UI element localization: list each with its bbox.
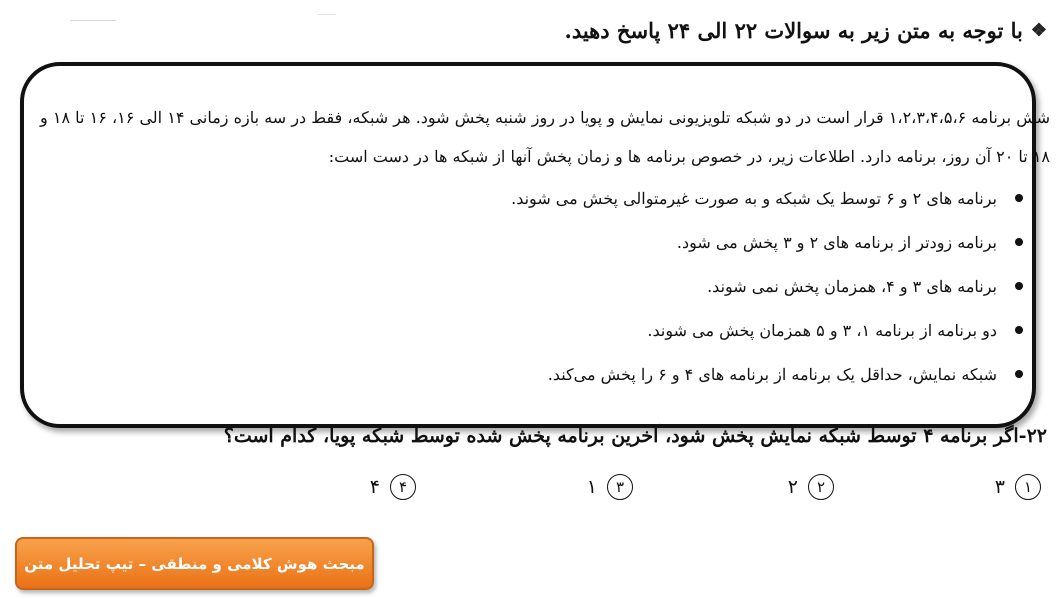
condition-item: [40, 220, 1050, 264]
condition-text: برنامه های ۳ و ۴، همزمان پخش نمی شوند.: [707, 276, 997, 296]
option-value: ۲: [787, 476, 798, 498]
instruction-heading: [565, 18, 1047, 43]
option-number-circle: ۱: [1015, 474, 1041, 500]
bullet-icon: [1015, 282, 1023, 290]
condition-item: [40, 352, 1050, 396]
answer-option-3[interactable]: [587, 474, 633, 500]
option-number-circle: ۲: [808, 474, 834, 500]
option-number-circle: ۳: [607, 474, 633, 500]
bullet-icon: [1015, 326, 1023, 334]
condition-item: [40, 308, 1050, 352]
option-value: ۴: [369, 476, 380, 498]
decorative-line: [70, 20, 116, 21]
condition-text: دو برنامه از برنامه ۱، ۳ و ۵ همزمان پخش می شوند.: [647, 320, 997, 340]
category-tag-button[interactable]: مبحث هوش کلامی و منطقی – تیپ تحلیل متن: [15, 537, 374, 590]
condition-item: [40, 176, 1050, 220]
condition-item: [40, 264, 1050, 308]
condition-text: شبکه نمایش، حداقل یک برنامه از برنامه های ۴ و ۶ را پخش می‌کند.: [547, 364, 997, 384]
instruction-text: با توجه به متن زیر به سوالات ۲۲ الی ۲۴ پاسخ دهید.: [564, 18, 1023, 43]
condition-text: برنامه زودتر از برنامه های ۲ و ۳ پخش می شود.: [676, 232, 997, 252]
option-value: ۱: [586, 476, 597, 498]
bullet-icon: [1015, 370, 1023, 378]
answer-options: [0, 474, 1061, 506]
answer-option-1[interactable]: [995, 474, 1041, 500]
passage: [40, 98, 1050, 396]
bullet-icon: [1015, 238, 1023, 246]
diamond-bullet-icon: ❖: [1030, 20, 1047, 41]
condition-text: برنامه های ۲ و ۶ توسط یک شبکه و به صورت غیرمتوالی پخش می شوند.: [511, 188, 997, 208]
option-number-circle: ۴: [390, 474, 416, 500]
answer-option-4[interactable]: [370, 474, 416, 500]
passage-paragraph: شش برنامه ۱،۲،۳،۴،۵،۶ قرار است در دو شبکه تلویزیونی نمایش و پویا در روز شنبه پخش شود. هر شبکه، فقط در سه بازه زمانی ۱۴ الی ۱۶، ۱۶ تا ۱۸ و ۱۸ تا ۲۰ آن روز، برنامه دارد. اطلاعات زیر، در خصوص برنامه ها و زمان پخش آنها از شبکه ها در دست است:: [40, 108, 1051, 166]
decorative-line: [318, 14, 336, 15]
answer-option-2[interactable]: [788, 474, 834, 500]
question-text: ۲۲-اگر برنامه ۴ توسط شبکه نمایش پخش شود، آخرین برنامه پخش شده توسط شبکه پویا، کدام است؟: [223, 425, 1047, 447]
option-value: ۳: [994, 476, 1005, 498]
condition-list: [40, 176, 1050, 396]
bullet-icon: [1015, 194, 1023, 202]
